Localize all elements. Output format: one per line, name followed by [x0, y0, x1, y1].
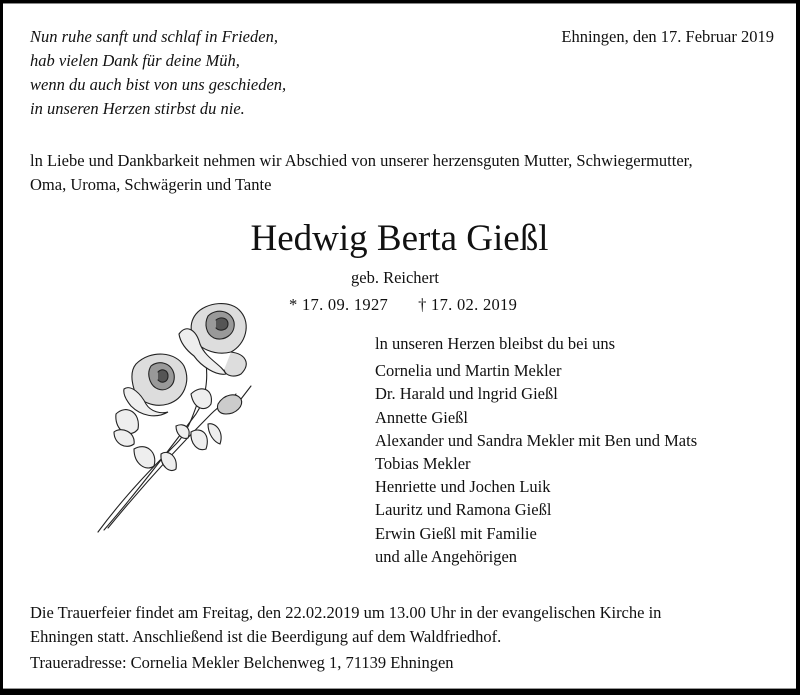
funeral-ceremony-info [30, 601, 661, 649]
poem-line: in unseren Herzen stirbst du nie. [30, 99, 245, 118]
mourner-name: Lauritz und Ramona Gießl [375, 500, 552, 520]
mourning-address: Traueradresse: Cornelia Mekler Belchenweg 1, 71139 Ehningen [30, 653, 454, 672]
rose-bouquet-icon [96, 294, 276, 534]
mourner-name: Annette Gießl [375, 407, 469, 427]
intro-text [30, 149, 693, 197]
ceremony-line: Die Trauerfeier findet am Freitag, den 22.02.2019 um 13.00 Uhr in der evangelischen Kirche in [30, 603, 662, 622]
mourner-name: Cornelia und Martin Mekler [375, 361, 562, 381]
poem-line: wenn du auch bist von uns geschieden, [30, 75, 287, 94]
poem-line: Nun ruhe sanft und schlaf in Frieden, [30, 27, 278, 46]
maiden-name: geb. Reichert [351, 268, 439, 287]
intro-line: Oma, Uroma, Schwägerin und Tante [30, 175, 272, 194]
mourner-name: Henriette und Jochen Luik [375, 477, 551, 497]
birth-date: * 17. 09. 1927 [289, 295, 389, 314]
mourners-list [375, 332, 697, 568]
obituary-notice [3, 3, 796, 689]
mourner-name: Erwin Gießl mit Familie [375, 523, 537, 543]
mourner-name: und alle Angehörigen [375, 546, 518, 566]
life-dates [289, 294, 517, 316]
place-and-date: Ehningen, den 17. Februar 2019 [561, 27, 774, 46]
mourner-name: Alexander und Sandra Mekler mit Ben und Mats [375, 430, 698, 450]
memorial-poem [30, 25, 286, 121]
mourner-name: Tobias Mekler [375, 454, 471, 474]
deceased-name: Hedwig Berta Gießl [250, 218, 549, 259]
poem-line: hab vielen Dank für deine Müh, [30, 51, 240, 70]
mourners-heading: ln unseren Herzen bleibst du bei uns [375, 334, 616, 353]
death-date: † 17. 02. 2019 [418, 295, 518, 314]
ceremony-line: Ehningen statt. Anschließend ist die Beerdigung auf dem Waldfriedhof. [30, 627, 502, 646]
intro-line: ln Liebe und Dankbarkeit nehmen wir Abschied von unserer herzensguten Mutter, Schwiegermutter, [30, 151, 693, 170]
mourner-name: Dr. Harald und lngrid Gießl [375, 384, 558, 404]
